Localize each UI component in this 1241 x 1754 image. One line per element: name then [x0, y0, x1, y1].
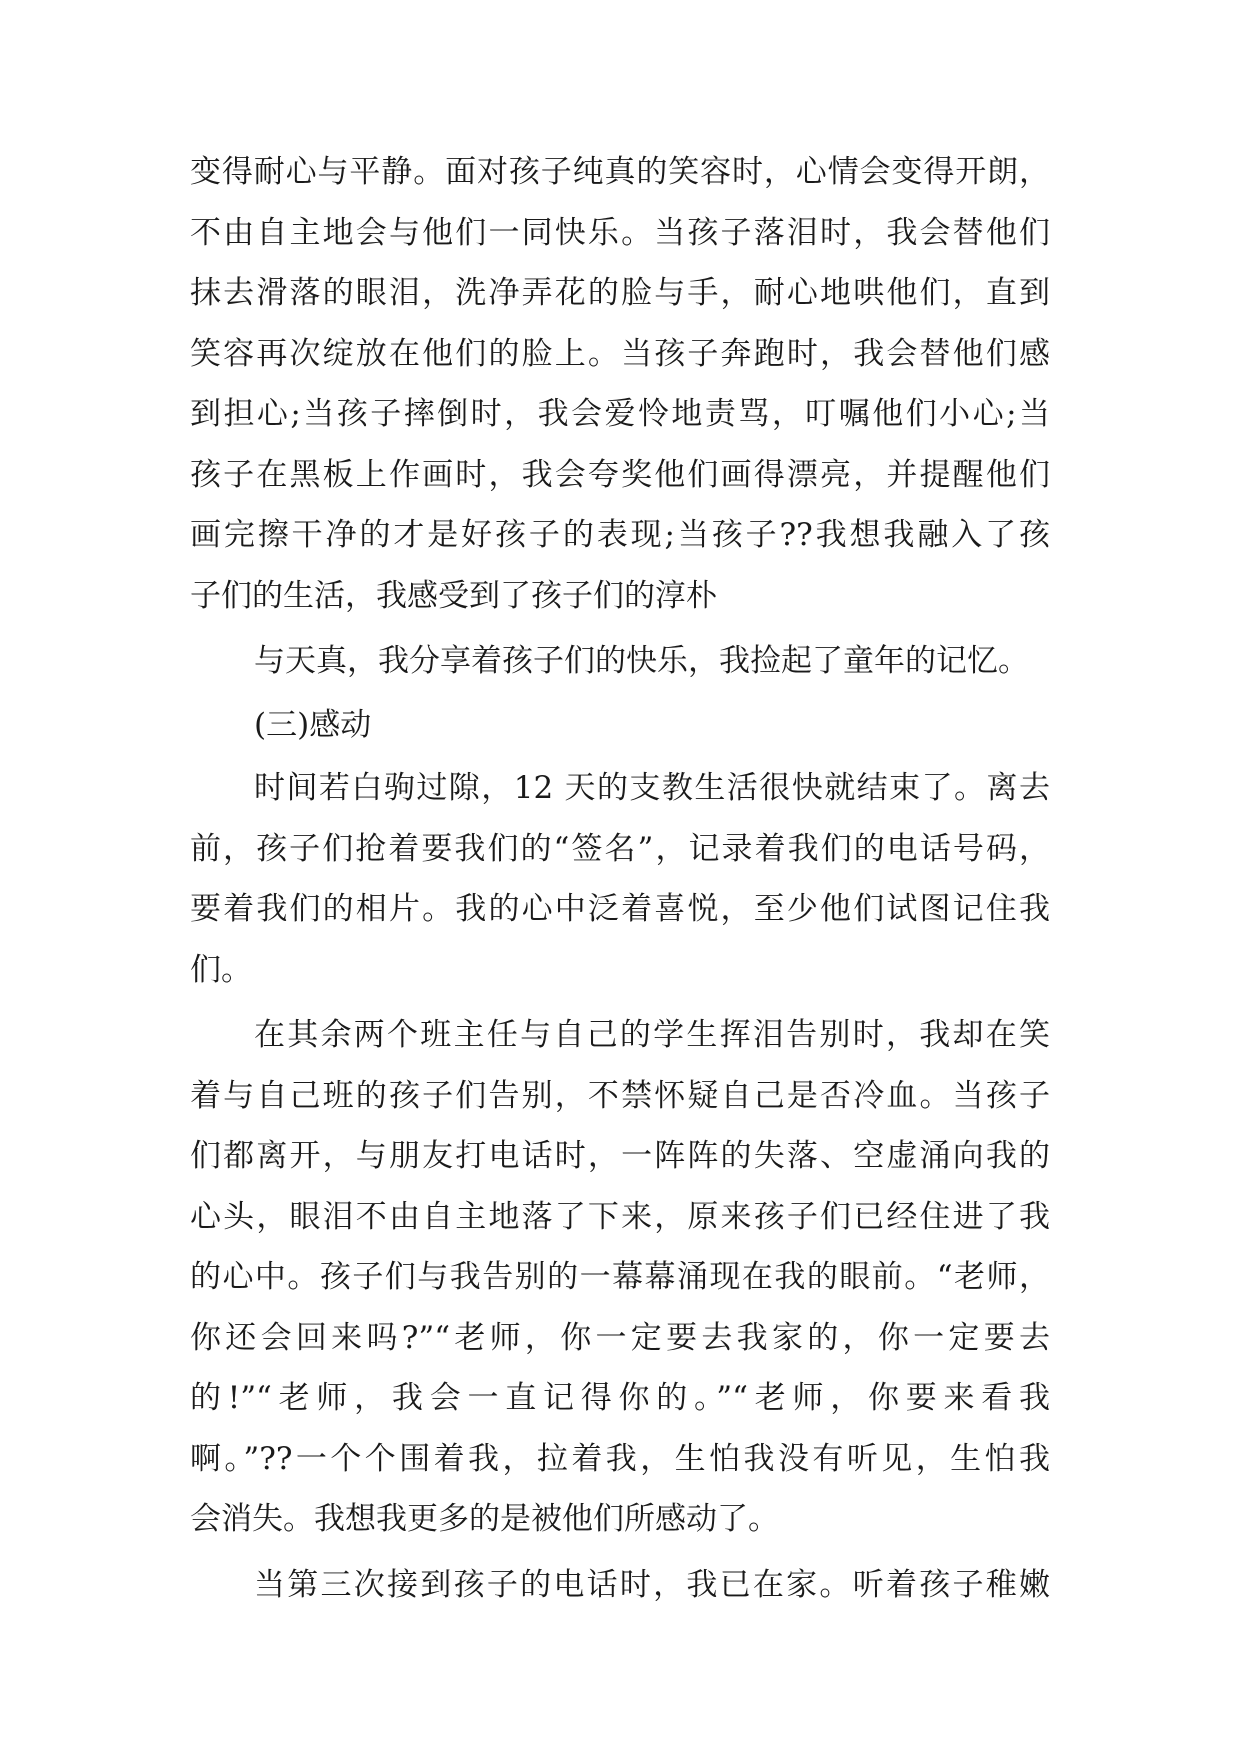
text-line: 抹去滑落的眼泪，洗净弄花的脸与手，耐心地哄他们，直到	[190, 275, 1050, 311]
text-line: 着与自己班的孩子们告别，不禁怀疑自己是否冷血。当孩子	[190, 1077, 1050, 1114]
text-line: 与天真，我分享着孩子们的快乐，我捡起了童年的记忆。	[254, 643, 1029, 679]
text-line: 当第三次接到孩子的电话时，我已在家。听着孩子稚嫩	[254, 1566, 1050, 1603]
text-line: 到担心;当孩子摔倒时，我会爱怜地责骂，叮嘱他们小心;当	[190, 396, 1050, 432]
text-line: 的!”“老师，我会一直记得你的。”“老师，你要来看我	[190, 1380, 1050, 1416]
text-line: 会消失。我想我更多的是被他们所感动了。	[190, 1501, 779, 1537]
text-line: 在其余两个班主任与自己的学生挥泪告别时，我却在笑	[254, 1017, 1050, 1053]
text-line: 变得耐心与平静。面对孩子纯真的笑容时，心情会变得开朗，	[190, 154, 1050, 190]
text-line: 前，孩子们抢着要我们的“签名”，记录着我们的电话号码，	[190, 830, 1050, 867]
text-line: 你还会回来吗?”“老师，你一定要去我家的，你一定要去	[190, 1319, 1050, 1356]
text-line: 时间若白驹过隙，12 天的支教生活很快就结束了。离去	[254, 770, 1050, 806]
text-line: 画完擦干净的才是好孩子的表现;当孩子??我想我融入了孩	[190, 517, 1050, 553]
text-line: 啊。”??一个个围着我，拉着我，生怕我没有听见，生怕我	[190, 1440, 1050, 1477]
text-line: 要着我们的相片。我的心中泛着喜悦，至少他们试图记住我	[190, 891, 1050, 927]
text-line: 子们的生活，我感受到了孩子们的淳朴	[190, 577, 717, 614]
body-text	[190, 142, 1050, 1615]
text-line: 孩子在黑板上作画时，我会夸奖他们画得漂亮，并提醒他们	[190, 456, 1050, 493]
text-line: 心头，眼泪不由自主地落了下来，原来孩子们已经住进了我	[190, 1198, 1050, 1235]
text-line: 的心中。孩子们与我告别的一幕幕涌现在我的眼前。“老师，	[190, 1259, 1050, 1295]
text-line: 们。	[190, 951, 252, 988]
text-line: 不由自主地会与他们一同快乐。当孩子落泪时，我会替他们	[190, 214, 1050, 251]
section-heading: (三)感动	[254, 706, 372, 743]
text-line: 们都离开，与朋友打电话时，一阵阵的失落、空虚涌向我的	[190, 1138, 1050, 1174]
text-line: 笑容再次绽放在他们的脸上。当孩子奔跑时，我会替他们感	[190, 335, 1050, 372]
